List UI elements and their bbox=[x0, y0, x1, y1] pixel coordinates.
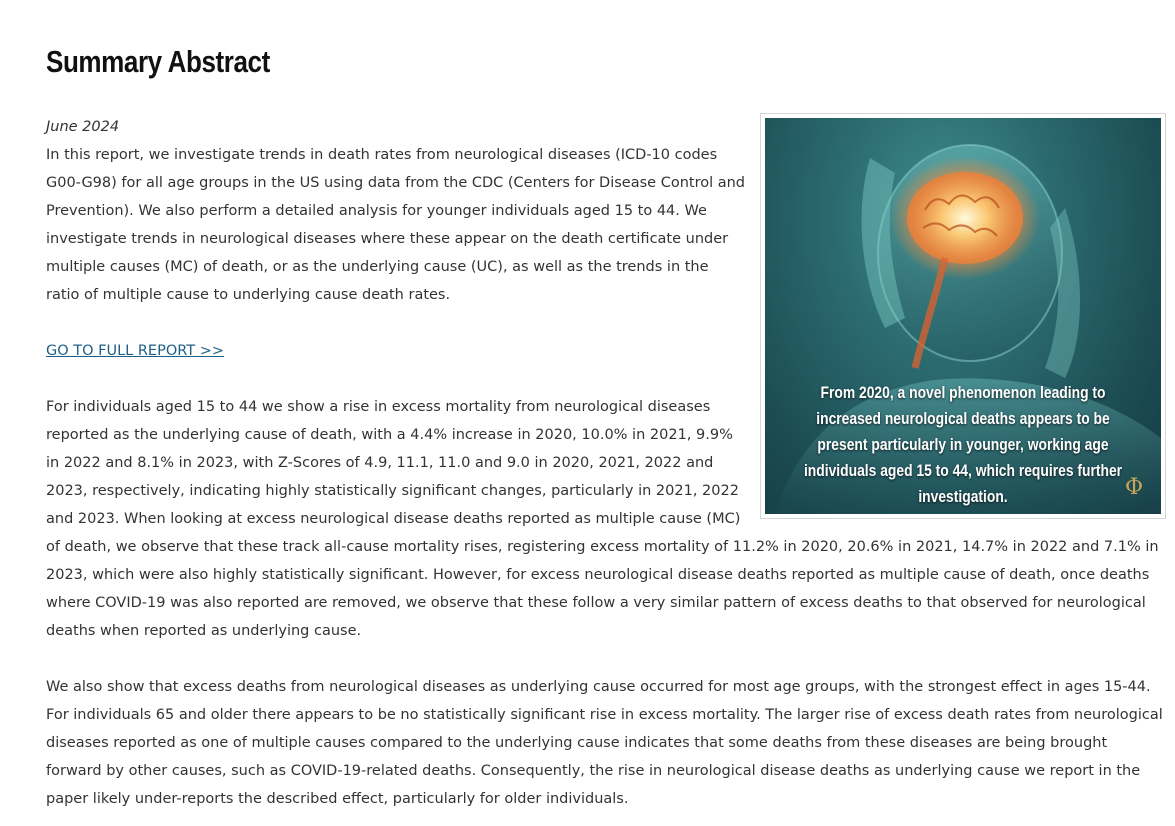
content-flow bbox=[46, 113, 1166, 813]
intro-paragraph: In this report, we investigate trends in death rates from neurological diseases (ICD-10 codes G00-G98) for all age groups in the US using data from the CDC (Centers for Disease Control and Prevention). We also perform a detailed analysis for younger individuals aged 15 to 44. We investigate trends in neurological diseases where these appear on the death certificate under multiple causes (MC) of death, or as the underlying cause (UC), as well as the trends in the ratio of multiple cause to underlying cause death rates. bbox=[46, 147, 745, 303]
age-groups-paragraph: We also show that excess deaths from neurological diseases as underlying cause occurred for most age groups, with the strongest effect in ages 15-44. For individuals 65 and older there appears to be no statistically significant rise in excess mortality. The larger rise of excess death rates from neurological diseases reported as one of multiple causes compared to the underlying cause indicates that some deaths from these diseases are being brought forward by other causes, such as COVID-19-related deaths. Consequently, the rise in neurological disease deaths as underlying cause we report in the paper likely under-reports the described effect, particularly for older individuals. bbox=[46, 679, 1163, 807]
page-title: Summary Abstract bbox=[46, 44, 270, 79]
figure-caption: From 2020, a novel phenomenon leading to increased neurological deaths appears to be present particularly in younger, working age individuals aged 15 to 44, which requires further investigation. bbox=[803, 384, 1123, 506]
date-text: June 2024 bbox=[46, 119, 120, 135]
brain-illustration bbox=[765, 118, 1161, 514]
publisher-logo-icon: Φ bbox=[1124, 475, 1143, 500]
illustration-figure bbox=[760, 113, 1166, 519]
full-report-link[interactable]: GO TO FULL REPORT >> bbox=[46, 343, 225, 359]
findings-paragraph: For individuals aged 15 to 44 we show a rise in excess mortality from neurological diseases reported as the underlying cause of death, with a 4.4% increase in 2020, 10.0% in 2021, 9.9% in 2022 and 8.1% in 2023, with Z-Scores of 4.9, 11.1, 11.0 and 9.0 in 2020, 2021, 2022 and 2023, respectively, indicating highly statistically significant changes, particularly in 2021, 2022 and 2023. When looking at excess neurological disease deaths reported as multiple cause (MC) of death, we observe that these track all-cause mortality rises, registering excess mortality of 11.2% in 2020, 20.6% in 2021, 14.7% in 2022 and 7.1% in 2023, which were also highly statistically significant. However, for excess neurological disease deaths reported as multiple cause of death, once deaths where COVID-19 was also reported are removed, we observe that these follow a very similar pattern of excess deaths to that observed for neurological deaths when reported as underlying cause. bbox=[46, 399, 1159, 639]
